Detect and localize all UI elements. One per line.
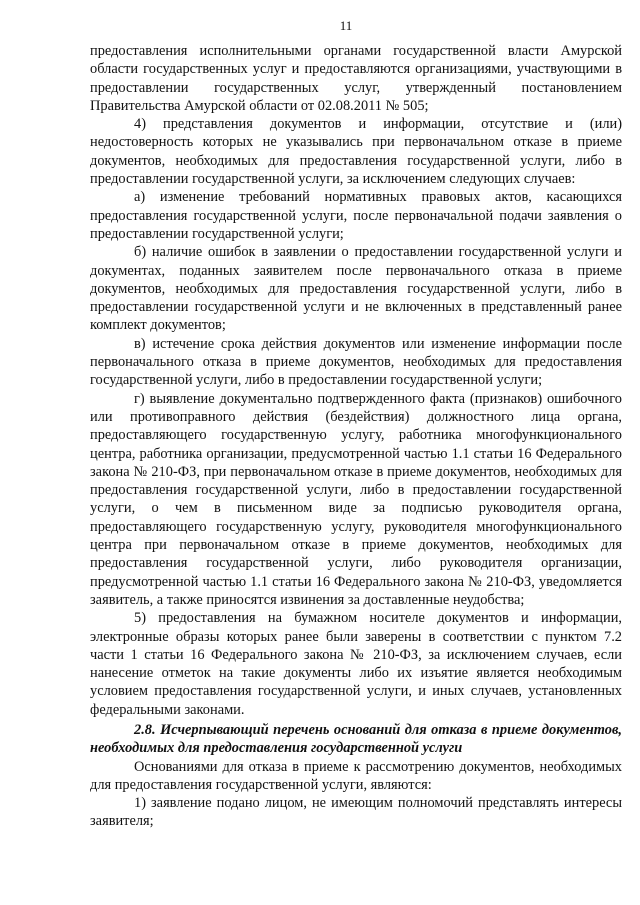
paragraph-continuation: предоставления исполнительными органами государственной власти Амурской области государственных услуг и предоставляются организациями, участвующими в предоставлении государственных услуг, утвержденный постановлением Правительства Амурской области от 02.08.2011 № 505; xyxy=(90,43,622,114)
section-heading: 2.8. Исчерпывающий перечень оснований для отказа в приеме документов, необходимых для предоставления государственной услуги xyxy=(90,721,622,757)
paragraph-item-4: 4) представления документов и информации, отсутствие и (или) недостоверность которых не указывались при первоначальном отказе в приеме документов, необходимых для предоставления государственной услуги, либо в предоставлении государственной услуги, за исключением следующих случаев: xyxy=(90,116,622,188)
paragraph-grounds-intro: Основаниями для отказа в приеме к рассмотрению документов, необходимых для предоставления государственной услуги, являются: xyxy=(90,758,622,793)
page-number: 11 xyxy=(339,18,353,33)
paragraph-subitem-a: а) изменение требований нормативных правовых актов, касающихся предоставления государственной услуги, после первоначальной подачи заявления о предоставлении государственной услуги; xyxy=(90,189,622,242)
paragraph-ground-1: 1) заявление подано лицом, не имеющим полномочий представлять интересы заявителя; xyxy=(90,795,622,830)
paragraph-subitem-v: в) истечение срока действия документов или изменение информации после первоначального отказа в приеме документов, необходимых для предоставления государственной услуги, либо в предоставлении государственной услуги; xyxy=(90,335,622,389)
paragraph-subitem-g: г) выявление документально подтвержденного факта (признаков) ошибочного или противоправного действия (бездействия) должностного лица органа, предоставляющего государственную услугу, работника многофункционального центра, работника организации, предусмотренной частью 1.1 статьи 16 Федерального закона № 210-ФЗ, при первоначальном отказе в приеме документов, необходимых для предоставления государственной услуги, либо в предоставлении государственной услуги, о чем в письменном виде за подписью руководителя органа, предоставляющего государственную услугу, руководителя многофункционального центра при первоначальном отказе в приеме документов, необходимых для предоставления государственной услуги, либо руководителя организации, предусмотренной частью 1.1 статьи 16 Федерального закона № 210-ФЗ, уведомляется заявитель, а также приносятся извинения за доставленные неудобства; xyxy=(90,390,622,608)
paragraph-item-5: 5) предоставления на бумажном носителе документов и информации, электронные образы которых ранее были заверены в соответствии с пунктом 7.2 части 1 статьи 16 Федерального закона № 210-ФЗ, за исключением случаев, если нанесение отметок на такие документы либо их изъятие является необходимым условием предоставления государственной услуги, и иных случаев, установленных федеральными законами. xyxy=(90,610,622,718)
paragraph-subitem-b: б) наличие ошибок в заявлении о предоставлении государственной услуги и документах, поданных заявителем после первоначального отказа в приеме документов, необходимых для предоставления государственной услуги, либо в предоставлении государственной услуги и не включенных в представленный ранее комплект документов; xyxy=(90,244,622,334)
